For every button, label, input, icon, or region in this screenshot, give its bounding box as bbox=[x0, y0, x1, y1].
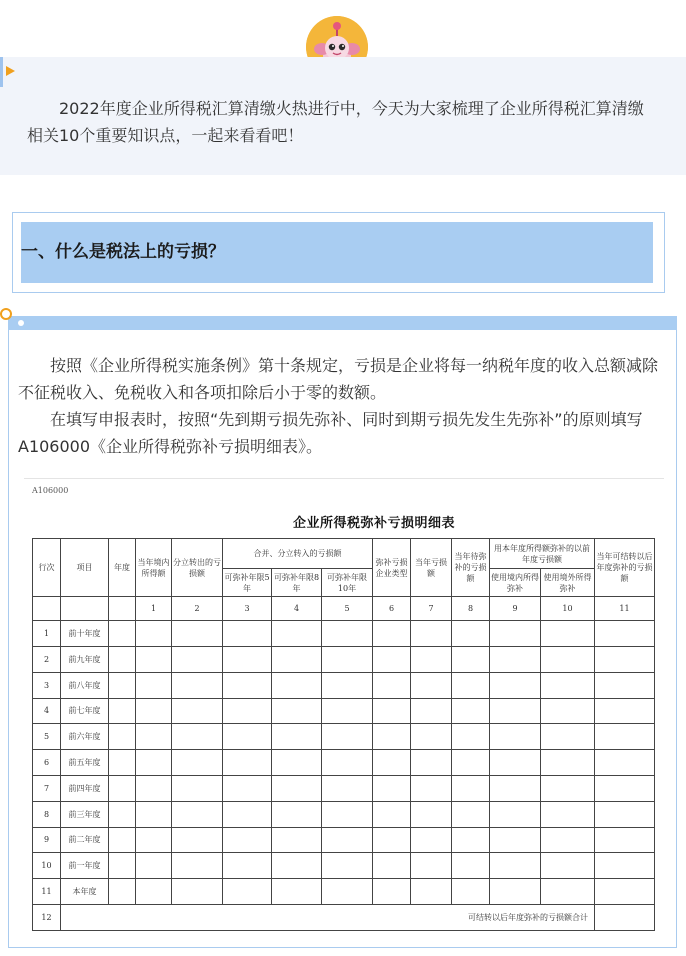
row-item: 前六年度 bbox=[61, 724, 109, 750]
table-cell bbox=[490, 853, 541, 879]
table-cell bbox=[322, 775, 373, 801]
row-number: 1 bbox=[33, 621, 61, 647]
table-cell bbox=[595, 827, 655, 853]
header-year: 年度 bbox=[109, 539, 136, 597]
table-cell bbox=[490, 698, 541, 724]
header-used-foreign: 使用境外所得弥补 bbox=[541, 569, 595, 597]
row-number: 11 bbox=[33, 879, 61, 905]
table-cell bbox=[172, 672, 223, 698]
table-cell bbox=[136, 853, 172, 879]
table-cell bbox=[490, 750, 541, 776]
table-cell bbox=[490, 879, 541, 905]
table-row bbox=[33, 646, 655, 672]
table-cell bbox=[272, 646, 322, 672]
table-cell bbox=[373, 775, 411, 801]
table-cell bbox=[452, 698, 490, 724]
table-cell bbox=[136, 775, 172, 801]
col-number: 6 bbox=[373, 597, 411, 621]
table-row bbox=[33, 698, 655, 724]
table-cell bbox=[322, 853, 373, 879]
table-cell bbox=[490, 801, 541, 827]
table-cell bbox=[373, 853, 411, 879]
table-cell bbox=[272, 724, 322, 750]
table-cell bbox=[490, 775, 541, 801]
header-used-domestic: 使用境内所得弥补 bbox=[490, 569, 541, 597]
table-cell bbox=[541, 646, 595, 672]
paragraph-definition: 按照《企业所得税实施条例》第十条规定，亏损是企业将每一纳税年度的收入总额减除不征税收入、免税收入和各项扣除后小于零的数额。 bbox=[18, 356, 659, 402]
form-title: 企业所得税弥补亏损明细表 bbox=[292, 516, 455, 531]
blank-cell bbox=[109, 597, 136, 621]
table-cell bbox=[272, 853, 322, 879]
row-number: 10 bbox=[33, 853, 61, 879]
col-number: 10 bbox=[541, 597, 595, 621]
row-number: 5 bbox=[33, 724, 61, 750]
ring-icon bbox=[0, 308, 12, 320]
dot-icon bbox=[18, 320, 24, 326]
table-cell bbox=[109, 853, 136, 879]
header-merge-group: 合并、分立转入的亏损额 bbox=[223, 539, 373, 569]
header-enterprise-type: 弥补亏损企业类型 bbox=[373, 539, 411, 597]
table-cell bbox=[541, 724, 595, 750]
table-cell bbox=[172, 853, 223, 879]
play-triangle-icon bbox=[6, 66, 15, 76]
table-cell bbox=[595, 698, 655, 724]
table-cell bbox=[272, 879, 322, 905]
row-number: 2 bbox=[33, 646, 61, 672]
table-cell bbox=[109, 879, 136, 905]
table-cell bbox=[595, 853, 655, 879]
table-row bbox=[33, 879, 655, 905]
table-cell bbox=[322, 672, 373, 698]
table-row bbox=[33, 801, 655, 827]
table-cell bbox=[411, 775, 452, 801]
table-total-row bbox=[33, 905, 655, 931]
table-cell bbox=[411, 698, 452, 724]
col-number: 2 bbox=[172, 597, 223, 621]
table-cell bbox=[411, 646, 452, 672]
table-cell bbox=[272, 750, 322, 776]
intro-accent-bar bbox=[0, 57, 3, 87]
table-cell bbox=[490, 646, 541, 672]
header-carry-forward: 当年可结转以后年度弥补的亏损额 bbox=[595, 539, 655, 597]
col-number: 8 bbox=[452, 597, 490, 621]
table-cell bbox=[109, 672, 136, 698]
total-label: 可结转以后年度弥补的亏损额合计 bbox=[61, 905, 595, 931]
table-cell bbox=[272, 775, 322, 801]
col-number: 3 bbox=[223, 597, 272, 621]
row-item: 本年度 bbox=[61, 879, 109, 905]
header-item: 项目 bbox=[61, 539, 109, 597]
row-item: 前五年度 bbox=[61, 750, 109, 776]
table-cell bbox=[109, 750, 136, 776]
header-split-out: 分立转出的亏损额 bbox=[172, 539, 223, 597]
table-cell bbox=[322, 801, 373, 827]
table-row bbox=[33, 853, 655, 879]
table-cell bbox=[452, 672, 490, 698]
table-cell bbox=[109, 827, 136, 853]
table-cell bbox=[490, 672, 541, 698]
row-number: 7 bbox=[33, 775, 61, 801]
loss-table bbox=[32, 538, 655, 931]
table-cell bbox=[541, 853, 595, 879]
row-item: 前八年度 bbox=[61, 672, 109, 698]
table-cell bbox=[373, 879, 411, 905]
row-number: 9 bbox=[33, 827, 61, 853]
table-cell bbox=[452, 801, 490, 827]
table-cell bbox=[541, 750, 595, 776]
section-heading: 一、什么是税法上的亏损？ bbox=[21, 242, 225, 262]
table-cell bbox=[223, 827, 272, 853]
table-cell bbox=[136, 646, 172, 672]
row-number: 4 bbox=[33, 698, 61, 724]
table-cell bbox=[452, 646, 490, 672]
table-cell bbox=[595, 724, 655, 750]
table-cell bbox=[541, 672, 595, 698]
table-cell bbox=[223, 621, 272, 647]
table-cell bbox=[373, 801, 411, 827]
table-cell bbox=[452, 853, 490, 879]
table-cell bbox=[452, 827, 490, 853]
table-cell bbox=[490, 827, 541, 853]
table-cell bbox=[136, 750, 172, 776]
table-cell bbox=[541, 827, 595, 853]
table-cell bbox=[109, 724, 136, 750]
table-cell bbox=[109, 621, 136, 647]
table-cell bbox=[172, 801, 223, 827]
table-cell bbox=[223, 724, 272, 750]
table-cell bbox=[272, 827, 322, 853]
row-item: 前四年度 bbox=[61, 775, 109, 801]
table-cell bbox=[411, 750, 452, 776]
table-cell bbox=[172, 879, 223, 905]
table-cell bbox=[223, 750, 272, 776]
header-merge-10: 可弥补年限10年 bbox=[322, 569, 373, 597]
table-cell bbox=[223, 672, 272, 698]
table-cell bbox=[109, 646, 136, 672]
col-number: 5 bbox=[322, 597, 373, 621]
col-number: 7 bbox=[411, 597, 452, 621]
table-cell bbox=[373, 621, 411, 647]
table-cell bbox=[109, 698, 136, 724]
table-cell bbox=[136, 827, 172, 853]
table-cell bbox=[411, 621, 452, 647]
table-cell bbox=[109, 801, 136, 827]
table-cell bbox=[223, 853, 272, 879]
header-domestic-income: 当年境内所得额 bbox=[136, 539, 172, 597]
table-cell bbox=[411, 827, 452, 853]
table-cell bbox=[322, 827, 373, 853]
table-row bbox=[33, 672, 655, 698]
table-cell bbox=[541, 879, 595, 905]
table-cell bbox=[411, 672, 452, 698]
row-item: 前九年度 bbox=[61, 646, 109, 672]
table-cell bbox=[172, 646, 223, 672]
row-item: 前十年度 bbox=[61, 621, 109, 647]
table-cell bbox=[541, 775, 595, 801]
table-cell bbox=[172, 827, 223, 853]
table-cell bbox=[373, 750, 411, 776]
table-cell bbox=[373, 646, 411, 672]
table-cell bbox=[452, 879, 490, 905]
table-cell bbox=[595, 672, 655, 698]
col-number: 9 bbox=[490, 597, 541, 621]
table-cell bbox=[223, 646, 272, 672]
row-item: 前七年度 bbox=[61, 698, 109, 724]
table-cell bbox=[411, 801, 452, 827]
table-cell bbox=[373, 724, 411, 750]
table-cell bbox=[541, 621, 595, 647]
table-cell bbox=[541, 698, 595, 724]
table-cell bbox=[172, 724, 223, 750]
col-number: 4 bbox=[272, 597, 322, 621]
header-merge-8: 可弥补年限8年 bbox=[272, 569, 322, 597]
table-cell bbox=[452, 621, 490, 647]
table-cell bbox=[272, 698, 322, 724]
table-cell bbox=[452, 724, 490, 750]
table-cell bbox=[541, 801, 595, 827]
row-number: 8 bbox=[33, 801, 61, 827]
table-cell bbox=[172, 750, 223, 776]
table-cell bbox=[109, 775, 136, 801]
intro-text: 2022年度企业所得税汇算清缴火热进行中，今天为大家梳理了企业所得税汇算清缴相关10个重要知识点，一起来看看吧！ bbox=[27, 99, 644, 145]
table-cell bbox=[411, 879, 452, 905]
table-cell bbox=[136, 621, 172, 647]
table-cell bbox=[272, 621, 322, 647]
table-cell bbox=[136, 879, 172, 905]
table-cell bbox=[452, 750, 490, 776]
table-cell bbox=[172, 775, 223, 801]
table-cell bbox=[595, 750, 655, 776]
table-cell bbox=[595, 646, 655, 672]
form-code: A106000 bbox=[32, 486, 69, 495]
row-item: 前一年度 bbox=[61, 853, 109, 879]
header-used-group: 用本年度所得额弥补的以前年度亏损额 bbox=[490, 539, 595, 569]
table-cell bbox=[136, 672, 172, 698]
table-cell bbox=[136, 724, 172, 750]
col-number: 11 bbox=[595, 597, 655, 621]
table-row bbox=[33, 750, 655, 776]
table-cell bbox=[595, 621, 655, 647]
table-cell bbox=[136, 698, 172, 724]
table-cell bbox=[322, 724, 373, 750]
table-row bbox=[33, 827, 655, 853]
table-cell bbox=[322, 879, 373, 905]
header-current-loss: 当年亏损额 bbox=[411, 539, 452, 597]
table-cell bbox=[136, 801, 172, 827]
table-cell bbox=[595, 801, 655, 827]
table-cell bbox=[272, 801, 322, 827]
header-merge-5: 可弥补年限5年 bbox=[223, 569, 272, 597]
table-row bbox=[33, 775, 655, 801]
table-cell bbox=[172, 621, 223, 647]
table-cell bbox=[223, 698, 272, 724]
col-number: 1 bbox=[136, 597, 172, 621]
table-cell bbox=[172, 698, 223, 724]
table-cell bbox=[373, 672, 411, 698]
table-row bbox=[33, 621, 655, 647]
table-cell bbox=[595, 905, 655, 931]
table-row bbox=[33, 724, 655, 750]
table-cell bbox=[411, 724, 452, 750]
table-cell bbox=[322, 698, 373, 724]
row-number: 12 bbox=[33, 905, 61, 931]
header-row-no: 行次 bbox=[33, 539, 61, 597]
row-number: 3 bbox=[33, 672, 61, 698]
table-cell bbox=[322, 750, 373, 776]
blank-cell bbox=[61, 597, 109, 621]
blank-cell bbox=[33, 597, 61, 621]
table-cell bbox=[322, 621, 373, 647]
row-item: 前二年度 bbox=[61, 827, 109, 853]
header-pending-loss: 当年待弥补的亏损额 bbox=[452, 539, 490, 597]
table-cell bbox=[373, 698, 411, 724]
table-cell bbox=[490, 724, 541, 750]
table-cell bbox=[272, 672, 322, 698]
table-cell bbox=[223, 801, 272, 827]
table-cell bbox=[223, 775, 272, 801]
table-cell bbox=[490, 621, 541, 647]
paragraph-filing: 在填写申报表时，按照“先到期亏损先弥补、同时到期亏损先发生先弥补”的原则填写A106000《企业所得税弥补亏损明细表》。 bbox=[18, 410, 643, 456]
table-cell bbox=[411, 853, 452, 879]
table-cell bbox=[223, 879, 272, 905]
table-cell bbox=[322, 646, 373, 672]
table-cell bbox=[373, 827, 411, 853]
table-cell bbox=[452, 775, 490, 801]
table-cell bbox=[595, 879, 655, 905]
table-cell bbox=[595, 775, 655, 801]
row-item: 前三年度 bbox=[61, 801, 109, 827]
row-number: 6 bbox=[33, 750, 61, 776]
content-topbar bbox=[8, 316, 677, 330]
